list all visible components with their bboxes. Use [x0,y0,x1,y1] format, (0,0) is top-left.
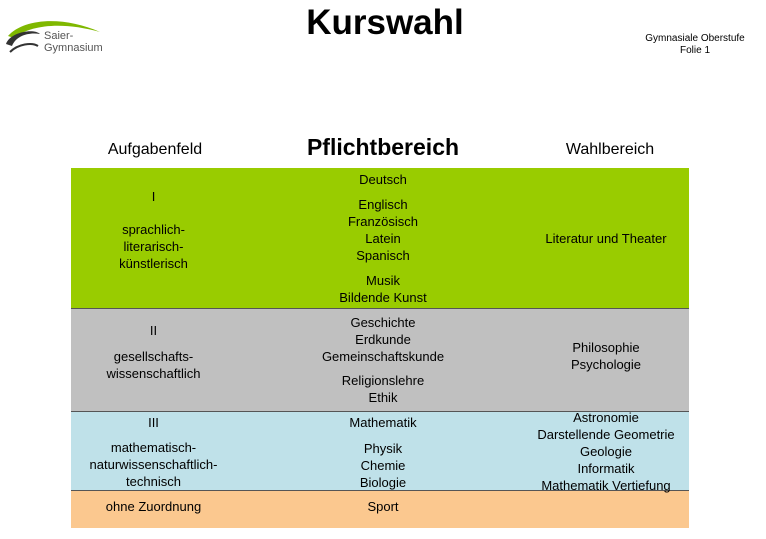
meta-line-2: Folie 1 [679,45,710,56]
wahl-1: Literatur und Theater [545,231,667,246]
field-ohne-zuordnung: ohne Zuordnung [105,499,202,514]
field-name-line: wissenschaftlich [106,366,201,381]
meta-line-1: Gymnasiale Oberstufe [645,33,745,44]
field-name-line: gesellschafts- [113,349,194,364]
subject: Erdkunde [355,332,411,347]
field-name-line: mathematisch- [110,440,197,455]
subject: Englisch [358,197,408,212]
pflicht-gesellschaft [288,314,478,365]
pflicht-naturwissenschaft [288,440,478,491]
logo-line-2: Gymnasium [44,42,103,54]
wahl-3 [520,409,692,494]
subject: Physik [363,441,403,456]
field-name-line: künstlerisch [119,256,188,271]
subject: Mathematik Vertiefung [541,478,671,493]
school-logo [4,14,104,58]
field-name-1 [71,221,236,272]
header-wahlbereich: Wahlbereich [565,141,655,158]
pflicht-sport: Sport [367,499,399,514]
field-name-2 [71,348,236,382]
subject: Bildende Kunst [339,290,427,305]
subject: Musik [366,273,400,288]
subject: Psychologie [570,357,642,372]
field-number-3: III [148,415,159,430]
wahl-2 [520,339,692,373]
field-name-line: sprachlich- [122,222,185,237]
subject: Informatik [577,461,635,476]
subject: Philosophie [572,340,640,355]
pflicht-mathematik: Mathematik [349,415,417,430]
subject: Geologie [579,444,633,459]
page-title: Kurswahl [306,3,464,42]
field-number-2: II [149,323,158,338]
subject: Astronomie [573,410,639,425]
slide-meta [630,33,760,57]
subject: Chemie [360,458,406,473]
cell-deutsch: Deutsch [359,172,407,187]
field-name-3 [71,439,236,490]
header-aufgabenfeld: Aufgabenfeld [107,141,203,158]
field-name-line: technisch [126,474,181,489]
divider [71,308,689,309]
pflicht-religion [288,372,478,406]
subject: Französisch [347,214,419,229]
subject: Darstellende Geometrie [537,427,675,442]
logo-text [44,30,103,54]
subject: Latein [365,231,401,246]
header-pflichtbereich: Pflichtbereich [306,134,460,160]
subject: Geschichte [350,315,416,330]
logo-line-1: Saier- [44,30,74,42]
subject: Religionslehre [341,373,425,388]
subject: Biologie [359,475,407,490]
pflicht-languages [288,196,478,264]
field-name-line: naturwissenschaftlich- [89,457,218,472]
subject: Ethik [368,390,398,405]
subject: Gemeinschaftskunde [321,349,445,364]
field-number-1: I [151,189,156,204]
field-name-line: literarisch- [123,239,184,254]
pflicht-arts [288,272,478,306]
subject: Spanisch [356,248,410,263]
